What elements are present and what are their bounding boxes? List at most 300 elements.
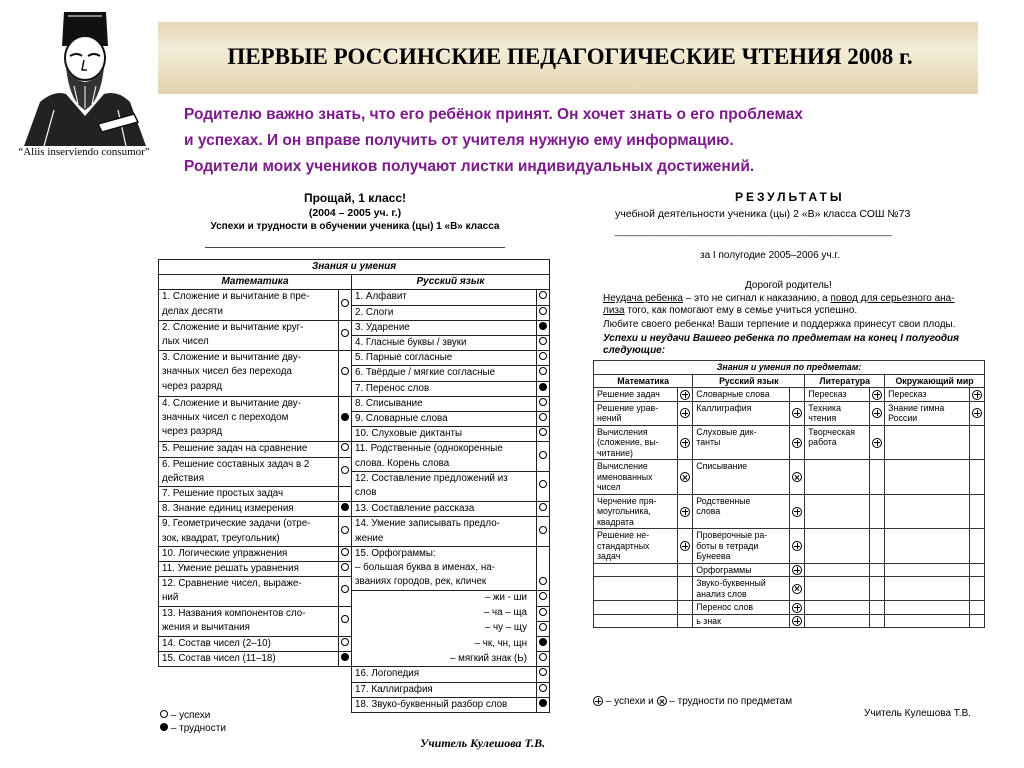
cell-text: Перенос слов	[696, 602, 754, 612]
table-row	[159, 260, 550, 275]
text-span: того, как помогают ему в семье учиться успешно.	[624, 305, 858, 316]
table-cell	[805, 601, 870, 615]
right-signature: Учитель Кулешова Т.В.	[864, 708, 972, 719]
cross-circle-icon	[657, 696, 667, 706]
circle-open-icon	[539, 653, 547, 661]
circle-filled-icon	[341, 503, 349, 511]
circle-filled-icon	[160, 723, 168, 731]
circle-open-icon	[539, 367, 547, 375]
circle-open-icon	[539, 451, 547, 459]
plus-circle-icon	[680, 438, 690, 448]
plus-circle-icon	[680, 408, 690, 418]
mark-cell	[339, 606, 352, 636]
mark-cell	[678, 577, 693, 601]
right-doc-love: Любите своего ребенка! Ваши терпение и поддержка принесут свои плоды.	[603, 319, 956, 330]
cell-text: 2. Слоги	[355, 306, 394, 318]
circle-open-icon	[539, 413, 547, 421]
mark-cell	[790, 577, 805, 601]
circle-open-icon	[341, 638, 349, 646]
right-doc-results-intro: Успехи и неудачи Вашего ребенка по предметам на конец I полугодия следующие:	[603, 333, 960, 356]
table-cell	[352, 290, 537, 305]
mark-cell	[339, 396, 352, 442]
title-banner	[158, 22, 978, 94]
table-row	[594, 529, 985, 564]
mark-cell	[537, 591, 550, 606]
cell-text: 12. Составление предложений из слов	[355, 472, 508, 499]
mark-cell	[537, 682, 550, 697]
circle-open-icon	[341, 526, 349, 534]
mark-cell	[537, 351, 550, 366]
mark-cell	[870, 601, 885, 615]
table-row	[594, 460, 985, 495]
right-doc-paragraph	[603, 293, 983, 317]
legend-success	[160, 710, 210, 721]
table-row	[159, 502, 550, 517]
table-cell	[885, 425, 970, 460]
plus-circle-icon	[792, 438, 802, 448]
cell-text: Техника чтения	[808, 402, 841, 423]
cell-text: 12. Сравнение чисел, выраже- ний	[162, 578, 302, 604]
mark-cell	[790, 614, 805, 628]
cell-text: Проверочные ра- боты в тетради Бунеева	[696, 530, 768, 561]
cell-text: 6. Твёрдые / мягкие согласные	[355, 367, 496, 379]
circle-open-icon	[539, 684, 547, 692]
intro-line: и успехах. И он вправе получить от учителя нужную ему информацию.	[184, 132, 734, 149]
table-cell	[159, 652, 339, 667]
mark-cell	[870, 614, 885, 628]
right-doc-title: РЕЗУЛЬТАТЫ	[735, 190, 845, 204]
cell-text: 14. Состав чисел (2–10)	[162, 638, 271, 650]
table-cell	[352, 442, 537, 471]
cell-text: 15. Орфограммы: – большая буква в именах, на- званиях городов, рек, кличек	[355, 547, 495, 588]
table-row	[159, 320, 550, 335]
table-cell	[352, 637, 537, 652]
cell-text: 2. Сложение и вычитание круг- лых чисел	[162, 321, 304, 348]
table-row	[159, 546, 550, 561]
circle-open-icon	[341, 443, 349, 451]
mark-cell	[537, 502, 550, 517]
mark-cell	[970, 529, 985, 564]
cell-text: Творческая работа	[808, 426, 856, 447]
table-cell	[693, 529, 790, 564]
table-cell	[594, 460, 678, 495]
mark-cell	[537, 667, 550, 682]
mark-cell	[678, 460, 693, 495]
cell-text: Списывание	[696, 461, 748, 471]
table-cell	[885, 601, 970, 615]
left-signature: Учитель Кулешова Т.В.	[420, 736, 546, 750]
table-cell	[352, 591, 537, 606]
table-cell	[352, 546, 537, 591]
plus-circle-icon	[792, 507, 802, 517]
cell-text: 9. Словарные слова	[355, 413, 448, 425]
cross-circle-icon	[680, 472, 690, 482]
circle-open-icon	[539, 503, 547, 511]
mark-cell	[339, 442, 352, 457]
column-header: Русский язык	[693, 374, 805, 388]
mark-cell	[537, 305, 550, 320]
circle-open-icon	[539, 577, 547, 585]
table-cell	[159, 502, 339, 517]
cell-text: 15. Состав чисел (11–18)	[162, 653, 276, 665]
cell-text: Черчение пря- моугольника, квадрата	[597, 495, 657, 527]
cell-text: Пересказ	[808, 389, 847, 399]
column-header: Окружающий мир	[885, 374, 985, 388]
legend-success-label: – успехи	[170, 710, 211, 721]
mark-cell	[339, 351, 352, 397]
table-cell	[352, 366, 537, 381]
mark-cell	[790, 529, 805, 564]
mark-cell	[339, 290, 352, 320]
cell-text: 8. Знание единиц измерения	[162, 503, 294, 515]
table-cell	[693, 601, 790, 615]
table-row	[594, 361, 985, 375]
mark-cell	[870, 577, 885, 601]
table-cell	[693, 577, 790, 601]
mark-cell	[537, 637, 550, 652]
table-cell	[159, 290, 339, 320]
plus-circle-icon	[872, 390, 882, 400]
table-cell	[159, 562, 339, 577]
mark-cell	[537, 366, 550, 381]
table-row	[594, 577, 985, 601]
cell-text: 1. Алфавит	[355, 291, 407, 303]
cell-text: Решение не- стандартных задач	[597, 530, 650, 561]
table-row	[159, 396, 550, 411]
table-cell	[352, 305, 537, 320]
mark-cell	[970, 563, 985, 577]
mark-cell	[790, 425, 805, 460]
cell-text: Словарные слова	[696, 389, 770, 399]
cell-text: ь знак	[696, 615, 721, 626]
mark-cell	[678, 388, 693, 402]
mark-cell	[339, 487, 352, 502]
cell-text: – чк, чн, щн	[474, 637, 527, 649]
cell-text: Звуко-буквенный анализ слов	[696, 578, 766, 599]
table-cell	[159, 320, 339, 350]
mark-cell	[870, 563, 885, 577]
right-subjects-table	[593, 360, 985, 628]
empty-area	[159, 667, 352, 713]
mark-cell	[537, 471, 550, 501]
mark-cell	[970, 614, 985, 628]
mark-cell	[870, 460, 885, 495]
mark-cell	[537, 621, 550, 636]
left-doc-year: (2004 – 2005 уч. г.)	[308, 207, 402, 219]
table-row	[594, 614, 985, 628]
table-cell	[885, 494, 970, 529]
circle-open-icon	[341, 548, 349, 556]
mark-cell	[870, 425, 885, 460]
page-title: ПЕРВЫЕ РОССИНСКИЕ ПЕДАГОГИЧЕСКИЕ ЧТЕНИЯ 2008 г.	[227, 44, 913, 69]
table-cell	[885, 563, 970, 577]
cell-text: 4. Гласные буквы / звуки	[355, 337, 467, 349]
legend-difficulty-label: – трудности	[170, 723, 226, 734]
table-row	[159, 290, 550, 305]
table-row	[594, 401, 985, 425]
table-cell	[352, 396, 537, 411]
portrait-engraving	[14, 6, 154, 146]
cell-text: 3. Ударение	[355, 321, 410, 333]
mark-cell	[537, 517, 550, 546]
plus-circle-icon	[792, 541, 802, 551]
table-row	[159, 275, 550, 290]
mark-cell	[537, 652, 550, 667]
table-cell	[352, 606, 537, 621]
cell-text: Вычисления (сложение, вы- читание)	[597, 426, 659, 458]
circle-open-icon	[160, 710, 168, 718]
mark-cell	[537, 546, 550, 591]
table-row	[159, 637, 550, 652]
mark-cell	[339, 320, 352, 350]
column-header-russian: Русский язык	[352, 275, 550, 290]
cell-text: Знание гимна России	[888, 402, 945, 423]
circle-filled-icon	[539, 638, 547, 646]
circle-open-icon	[539, 480, 547, 488]
cell-text: 11. Умение решать уравнения	[162, 563, 299, 575]
circle-open-icon	[341, 329, 349, 337]
table-cell	[594, 401, 678, 425]
legend-success-label: – успехи и	[605, 696, 654, 707]
intro-text	[184, 102, 984, 180]
circle-open-icon	[539, 291, 547, 299]
table-cell	[693, 614, 790, 628]
table-cell	[352, 652, 537, 667]
table-cell	[805, 388, 870, 402]
table-cell	[352, 427, 537, 442]
table-cell	[352, 336, 537, 351]
underlined-phrase: Неудача ребенка	[603, 293, 683, 304]
circle-open-icon	[539, 398, 547, 406]
table-cell	[805, 494, 870, 529]
cell-text: 5. Решение задач на сравнение	[162, 443, 308, 455]
cell-text: – ча – ща	[483, 607, 527, 619]
cell-text: Слуховые дик- танты	[696, 426, 757, 447]
mark-cell	[970, 494, 985, 529]
table-cell	[693, 388, 790, 402]
cell-text: 9. Геометрические задачи (отре- зок, квадрат, треугольник)	[162, 518, 311, 544]
text-span: – это не сигнал к наказанию, а	[682, 293, 831, 304]
circle-open-icon	[539, 668, 547, 676]
plus-circle-icon	[792, 408, 802, 418]
table-cell	[594, 494, 678, 529]
table-cell	[693, 425, 790, 460]
cell-text: 13. Названия компонентов сло- жения и вычитания	[162, 607, 306, 633]
mark-cell	[678, 614, 693, 628]
mark-cell	[790, 494, 805, 529]
mark-cell	[339, 652, 352, 667]
table-cell	[885, 614, 970, 628]
table-cell	[885, 577, 970, 601]
cell-text: 1. Сложение и вычитание в пре- делах десяти	[162, 291, 310, 317]
table-cell	[885, 388, 970, 402]
table-cell	[693, 401, 790, 425]
table-cell	[159, 546, 339, 561]
plus-circle-icon	[972, 390, 982, 400]
column-header: Математика	[594, 374, 693, 388]
cell-text: Каллиграфия	[696, 402, 752, 413]
legend-difficulty	[160, 723, 226, 734]
mark-cell	[970, 388, 985, 402]
table-cell	[159, 396, 339, 442]
mark-cell	[678, 529, 693, 564]
table-row	[159, 442, 550, 457]
mark-cell	[537, 290, 550, 305]
table-cell	[594, 601, 678, 615]
cell-text: – мягкий знак (Ь)	[449, 652, 527, 664]
table-row	[159, 652, 550, 667]
cell-text: Орфограммы	[696, 564, 752, 575]
table-cell	[159, 442, 339, 457]
right-doc-greeting: Дорогой родитель!	[745, 280, 832, 291]
mark-cell	[537, 606, 550, 621]
cell-text: – чу – щу	[484, 622, 527, 634]
left-skills-table	[158, 259, 550, 713]
mark-cell	[970, 425, 985, 460]
mark-cell	[339, 562, 352, 577]
legend-difficulty-label: – трудности по предметам	[669, 696, 793, 707]
mark-cell	[790, 388, 805, 402]
table-cell	[885, 460, 970, 495]
table-row	[594, 494, 985, 529]
table-row	[594, 601, 985, 615]
mark-cell	[339, 517, 352, 546]
mark-cell	[537, 697, 550, 712]
mark-cell	[339, 577, 352, 606]
mark-cell	[537, 320, 550, 335]
circle-filled-icon	[341, 413, 349, 421]
table-cell	[159, 351, 339, 397]
table-row	[594, 425, 985, 460]
cross-circle-icon	[792, 472, 802, 482]
circle-open-icon	[539, 623, 547, 631]
right-doc-dash: ____________________________________________________________	[615, 226, 892, 236]
table-cell	[159, 637, 339, 652]
mark-cell	[678, 601, 693, 615]
circle-open-icon	[341, 367, 349, 375]
plus-circle-icon	[593, 696, 603, 706]
table-row	[159, 606, 550, 621]
circle-open-icon	[539, 307, 547, 315]
mark-cell	[790, 401, 805, 425]
mark-cell	[678, 494, 693, 529]
plus-circle-icon	[972, 408, 982, 418]
table-cell	[594, 425, 678, 460]
mark-cell	[870, 401, 885, 425]
table-cell	[352, 381, 537, 396]
mark-cell	[537, 442, 550, 471]
circle-open-icon	[341, 585, 349, 593]
cell-text: 4. Сложение и вычитание дву- значных чисел с переходом через разряд	[162, 397, 301, 438]
table-cell	[594, 577, 678, 601]
cell-text: 18. Звуко-буквенный разбор слов	[355, 698, 508, 710]
mark-cell	[790, 563, 805, 577]
circle-filled-icon	[539, 322, 547, 330]
table-cell	[352, 320, 537, 335]
cell-text: 6. Решение составных задач в 2 действия	[162, 458, 310, 484]
cross-circle-icon	[792, 584, 802, 594]
table-cell	[352, 517, 537, 546]
cell-text: 10. Слуховые диктанты	[355, 428, 463, 440]
mark-cell	[339, 457, 352, 486]
table-cell	[594, 614, 678, 628]
mark-cell	[970, 460, 985, 495]
cell-text: Вычисление именованных чисел	[597, 461, 653, 492]
cell-text: 7. Перенос слов	[355, 382, 430, 394]
circle-open-icon	[341, 563, 349, 571]
cell-text: Родственные слова	[696, 495, 751, 516]
table-cell	[352, 502, 537, 517]
table-cell	[159, 577, 339, 606]
cell-text: 7. Решение простых задач	[162, 488, 284, 500]
mark-cell	[339, 637, 352, 652]
mark-cell	[870, 529, 885, 564]
cell-text: 10. Логические упражнения	[162, 547, 288, 559]
mark-cell	[678, 425, 693, 460]
table-row	[594, 388, 985, 402]
table-row	[594, 563, 985, 577]
circle-filled-icon	[539, 383, 547, 391]
right-doc-line1: учебной деятельности ученика (цы) 2 «В» класса СОШ №73	[615, 208, 911, 220]
mark-cell	[678, 563, 693, 577]
table-cell	[693, 460, 790, 495]
left-doc-subtitle: Успехи и трудности в обучении ученика (цы) 1 «В» класса	[210, 221, 500, 232]
cell-text: 13. Составление рассказа	[355, 503, 475, 515]
cell-text: 11. Родственные (однокоренные слова. Корень слова	[355, 443, 503, 469]
table-cell	[352, 697, 537, 712]
circle-open-icon	[341, 299, 349, 307]
table-cell	[805, 563, 870, 577]
mark-cell	[970, 401, 985, 425]
table-cell	[352, 667, 537, 682]
mark-cell	[537, 381, 550, 396]
circle-open-icon	[539, 428, 547, 436]
table-cell	[352, 412, 537, 427]
table-cell	[805, 577, 870, 601]
table-cell	[693, 494, 790, 529]
mark-cell	[970, 577, 985, 601]
underlined-phrase: повод для серьезного ана- лиза	[603, 293, 955, 316]
mark-cell	[870, 388, 885, 402]
mark-cell	[678, 401, 693, 425]
circle-open-icon	[539, 337, 547, 345]
circle-open-icon	[341, 466, 349, 474]
table-cell	[594, 388, 678, 402]
mark-cell	[537, 412, 550, 427]
table-cell	[352, 621, 537, 636]
mark-cell	[790, 460, 805, 495]
circle-filled-icon	[341, 653, 349, 661]
cell-text: 14. Умение записывать предло- жение	[355, 518, 500, 544]
cell-text: Решение задач	[597, 389, 660, 399]
cell-text: 8. Списывание	[355, 397, 423, 409]
cell-text: 5. Парные согласные	[355, 352, 453, 364]
table-header: Знания и умения	[159, 260, 550, 275]
circle-open-icon	[539, 352, 547, 360]
cell-text: 3. Сложение и вычитание дву- значных чисел без перехода через разряд	[162, 352, 301, 392]
table-cell	[805, 401, 870, 425]
plus-circle-icon	[792, 603, 802, 613]
plus-circle-icon	[680, 541, 690, 551]
plus-circle-icon	[680, 390, 690, 400]
table-header: Знания и умения по предметам:	[594, 361, 985, 375]
table-cell	[805, 614, 870, 628]
circle-open-icon	[539, 592, 547, 600]
plus-circle-icon	[872, 408, 882, 418]
cell-text: Пересказ	[888, 389, 927, 399]
column-header-math: Математика	[159, 275, 352, 290]
table-cell	[159, 517, 339, 546]
